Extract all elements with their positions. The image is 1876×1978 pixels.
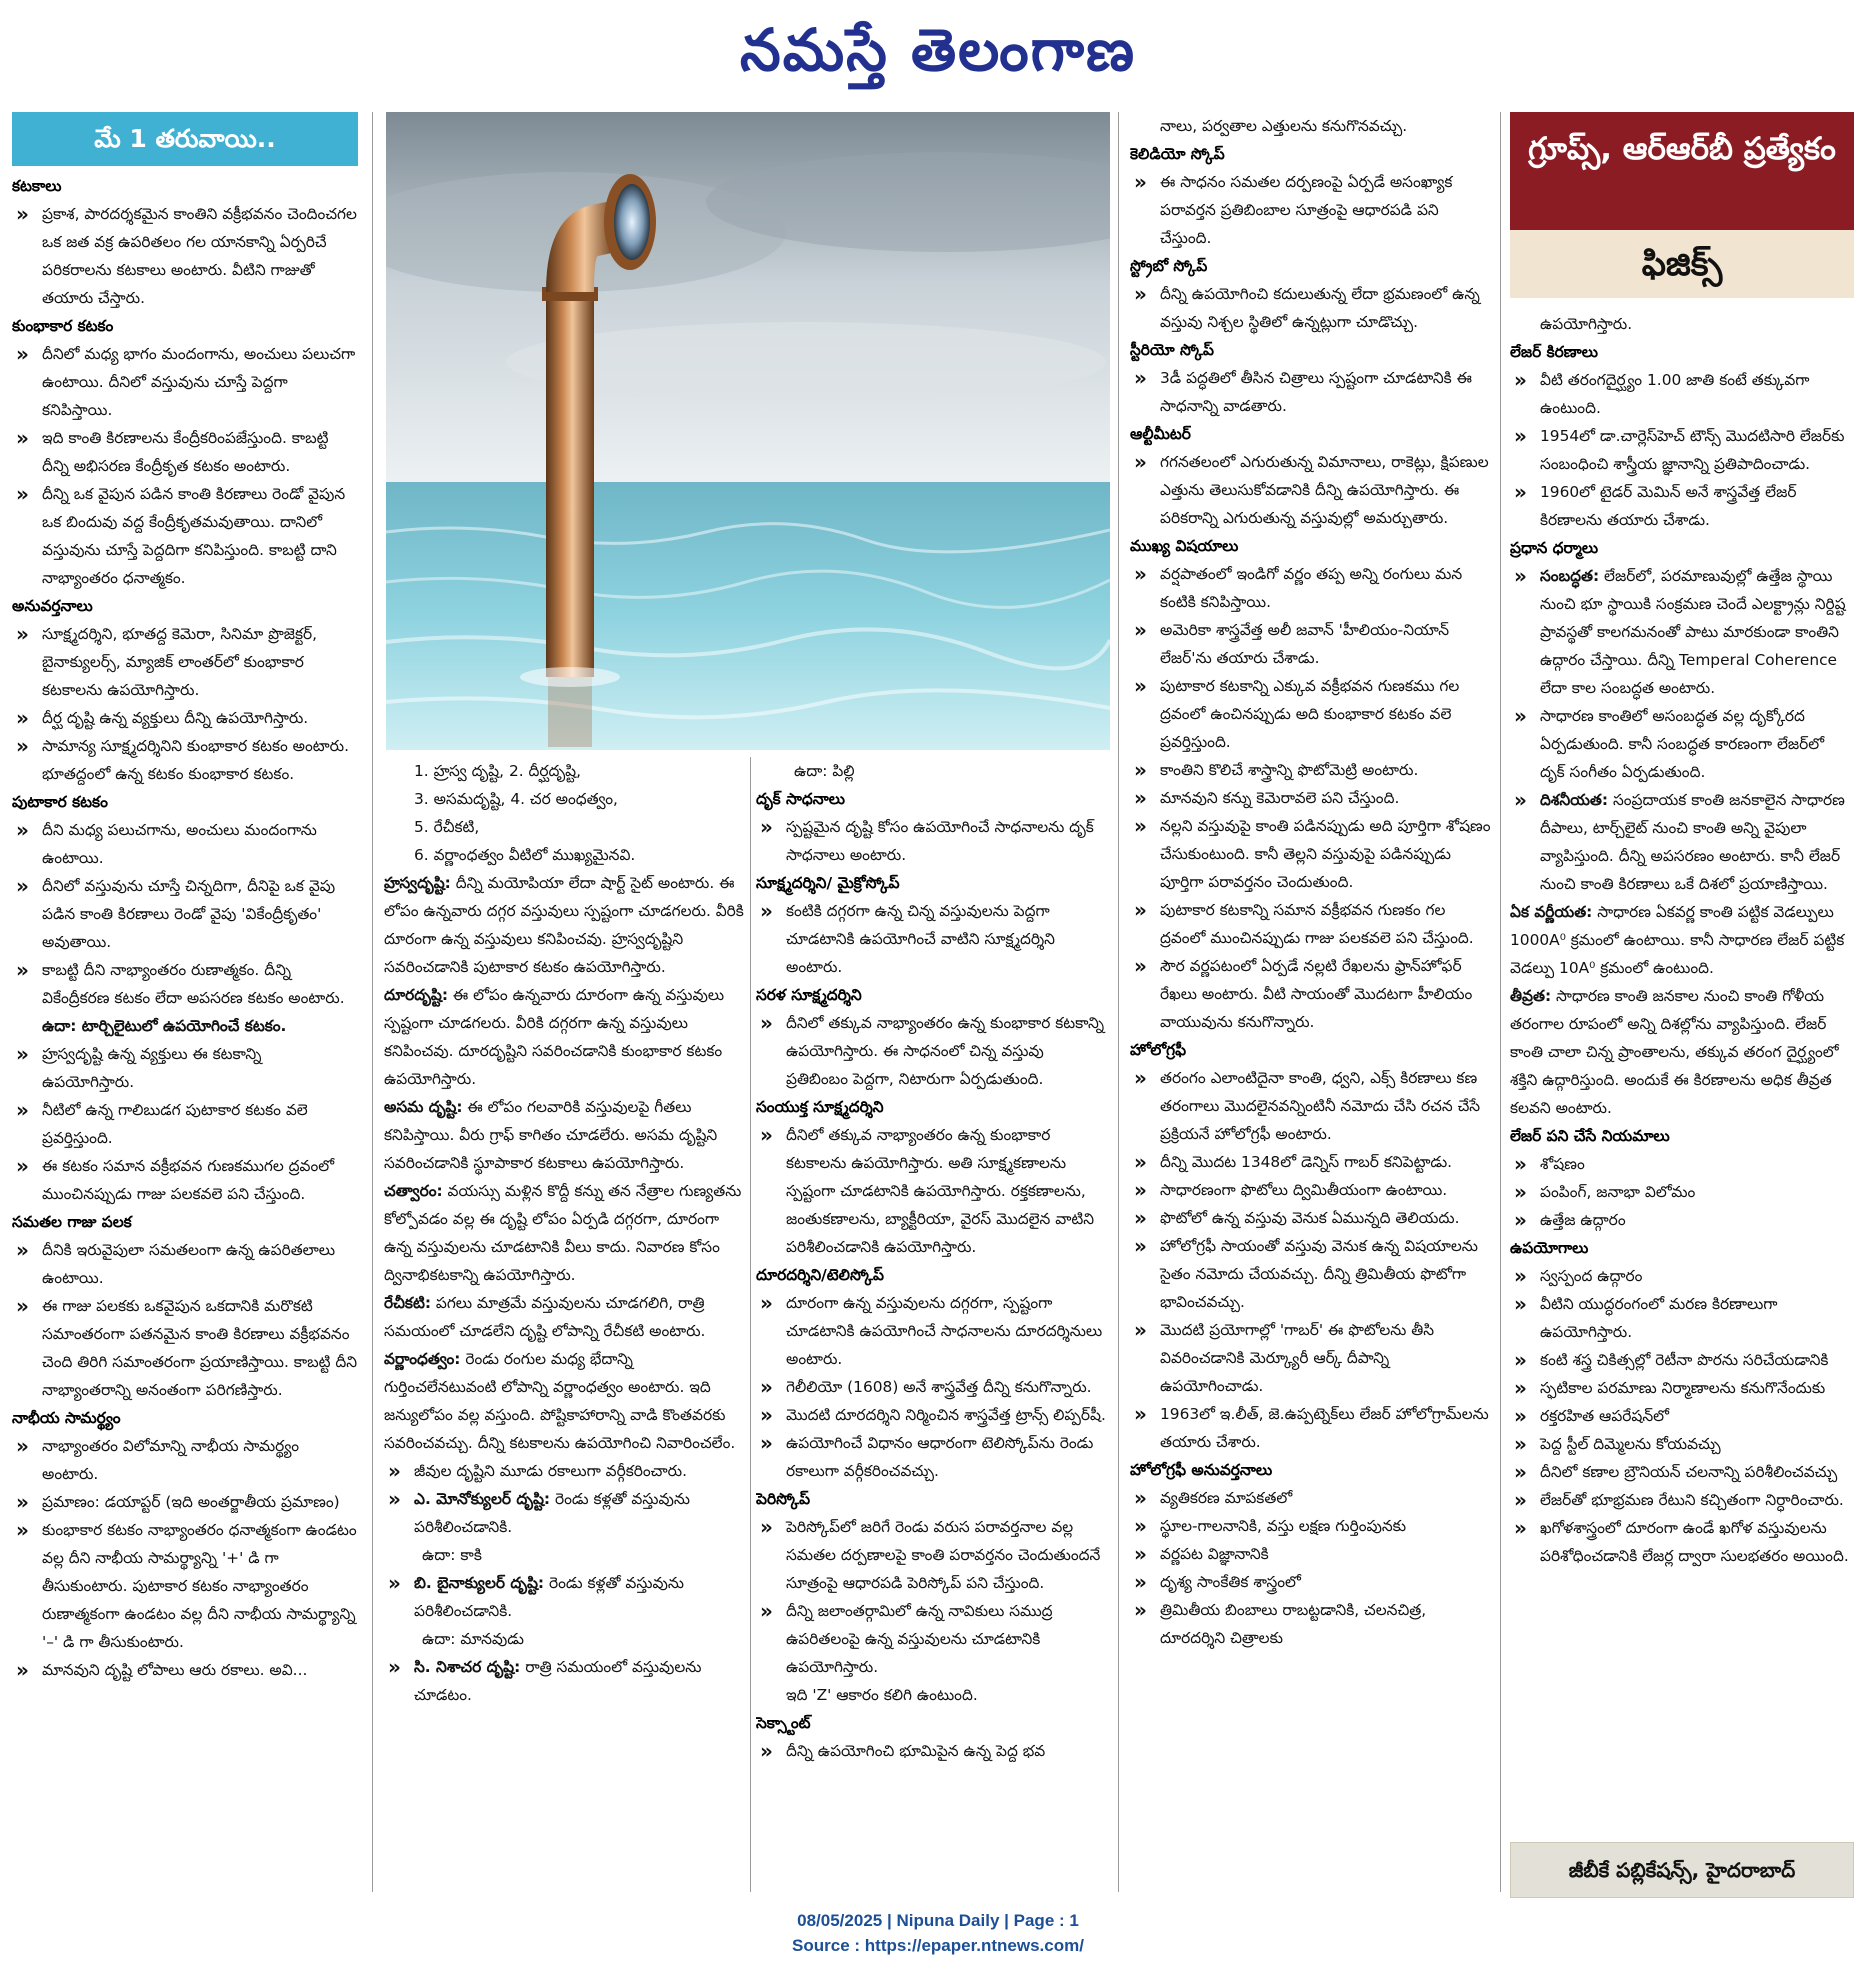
bullet-item: » దీన్ని ఉపయోగించి భూమిపైన ఉన్న పెద్ద భవ <box>756 1737 1108 1765</box>
bullet-item: » స్పష్టమైన దృష్టి కోసం ఉపయోగించే సాధనాలను దృక్ సాధనాలు అంటారు. <box>756 813 1108 869</box>
section-heading: సూక్ష్మదర్శిని/ మైక్రోస్కోప్ <box>756 874 900 892</box>
bullet-item: » కంటి శస్త్ర చికిత్సల్లో రెటీనా పొరను సరిచేయడానికి <box>1510 1346 1852 1374</box>
bullet-item: » సాధారణ కాంతిలో అసంబద్ధత వల్ల దృక్కోరద ఏర్పడుతుంది. కానీ సంబద్ధత కారణంగా లేజర్‌లో దృక్ సంగీతం ఏర్పడుతుంది. <box>1510 702 1852 786</box>
bullet-item: » త్రిమితీయ బింబాలు రాబట్టడానికి, చలనచిత్ర, దూరదర్శిని చిత్రాలకు <box>1130 1596 1492 1652</box>
term-text: రాత్రి సమయంలో వస్తువులను చూడటం. <box>414 1658 702 1704</box>
term-text: వయస్సు మళ్లిన కొద్దీ కన్ను తన నేత్రాల గుణ్యతను కోల్పోవడం వల్ల ఈ దృష్టి లోపం ఏర్పడి దగ్గరగా, దూరంగా ఉన్న వస్తువులను చూడటానికి వీలు కాదు. నివారణ కోసం ద్వినాభికటకాన్ని ఉపయోగిస్తారు. <box>384 1182 742 1284</box>
bullet-item: » దూరంగా ఉన్న వస్తువులను దగ్గరగా, స్పష్టంగా చూడటానికి ఉపయోగించే సాధనాలను దూరదర్శినులు అంటారు. <box>756 1289 1108 1373</box>
section-heading: దృక్ సాధనాలు <box>756 790 845 808</box>
bullet-item <box>1510 786 1852 898</box>
paragraph: ఉదా: పిల్లి <box>794 762 855 780</box>
paragraph: 1. హ్రస్వ దృష్టి, 2. దీర్ఘదృష్టి, <box>414 762 581 780</box>
column-divider <box>1118 112 1119 1892</box>
bullet-item <box>1510 562 1852 702</box>
term-text: ఈ లోపం ఉన్నవారు దూరంగా ఉన్న వస్తువులు స్పష్టంగా చూడగలరు. వీరికి దగ్గరగా ఉన్న వస్తువులు కనిపించవు. దూరదృష్టిని సవరించడానికి కుంభాకార కటకం ఉపయోగిస్తారు. <box>384 986 725 1088</box>
paragraph <box>384 1289 744 1345</box>
footer-date: 08/05/2025 <box>797 1911 883 1930</box>
bullet-item: » స్ఫటికాల పరమాణు నిర్మాణాలను కనుగొనేందుకు <box>1510 1374 1852 1402</box>
bullet-item: » ఖగోళశాస్త్రంలో దూరంగా ఉండే ఖగోళ వస్తువులను పరిశోధించడానికి లేజర్ల ద్వారా సులభతరం అయింది. <box>1510 1514 1852 1570</box>
paragraph: ఇది 'Z' ఆకారం కలిగి ఉంటుంది. <box>786 1686 978 1704</box>
bullet-item: » 1960లో టైడర్ మెమిన్ అనే శాస్త్రవేత్త లేజర్ కిరణాలను తయారు చేశాడు. <box>1510 478 1852 534</box>
term-label: తీవ్రత: <box>1510 987 1552 1005</box>
paragraph <box>1510 898 1852 982</box>
term-text: సాధారణ కాంతి జనకాల నుంచి కాంతి గోళీయ తరంగాల రూపంలో అన్ని దిశల్లోను వ్యాపిస్తుంది. లేజర్ కాంతి చాలా చిన్న ప్రాంతాలను, తక్కువ తరంగ దైర్ఘ్యంలో శక్తిని ఉద్గారిస్తుంది. అందుకే ఈ కిరణాలను అధిక తీవ్రత కలవని అంటారు. <box>1510 987 1839 1117</box>
bullet-item: » సాధారణంగా ఫొటోలు ద్విమితీయంగా ఉంటాయి. <box>1130 1176 1492 1204</box>
bullet-item: » కంటికి దగ్గరగా ఉన్న చిన్న వస్తువులను పెద్దగా చూడటానికి ఉపయోగించే వాటిని సూక్ష్మదర్శిని అంటారు. <box>756 897 1108 981</box>
bullet-item: » సూక్ష్మదర్శిని, భూతద్ద కెమెరా, సినిమా ప్రొజెక్టర్, బైనాక్యులర్స్, మ్యాజిక్ లాంతర్‌లో కుంభాకార కటకాలను ఉపయోగిస్తారు. <box>12 620 358 704</box>
term-text: రెండు కళ్లతో వస్తువును పరిశీలించడానికి. <box>414 1574 684 1620</box>
bullet-item: » స్వస్పంద ఉద్గారం <box>1510 1262 1852 1290</box>
bullet-item: » దీన్ని ఉపయోగించి కదులుతున్న లేదా భ్రమణంలో ఉన్న వస్తువు నిశ్చల స్థితిలో ఉన్నట్లుగా చూడొచ్చు. <box>1130 280 1492 336</box>
paragraph: 6. వర్ణాంధత్వం వీటిలో ముఖ్యమైనవి. <box>414 846 636 864</box>
paragraph: నాలు, పర్వతాల ఎత్తులను కనుగొనవచ్చు. <box>1160 117 1408 135</box>
term-text: రెండు కళ్లతో వస్తువును పరిశీలించడానికి. <box>414 1490 690 1536</box>
footer-source-label: Source : <box>792 1936 861 1955</box>
term-label: చత్వారం: <box>384 1182 443 1200</box>
bullet-item: » నాభ్యాంతరం విలోమాన్ని నాభీయ సామర్థ్యం అంటారు. <box>12 1432 358 1488</box>
bullet-item: » కుంభాకార కటకం నాభ్యాంతరం ధనాత్మకంగా ఉండటం వల్ల దీని నాభీయ సామర్థ్యాన్ని '+' డి గా తీసుకుంటారు. పుటాకార కటకం నాభ్యాంతరం రుణాత్మకంగా ఉండటం వల్ల దీని నాభీయ సామర్థ్యాన్ని '–' డి గా తీసుకుంటారు. <box>12 1516 358 1656</box>
column-divider <box>372 112 373 1892</box>
article-column-4 <box>1130 112 1492 1882</box>
bullet-item: » పెద్ద స్టీల్ దిమ్మెలను కోయవచ్చు <box>1510 1430 1852 1458</box>
term-label: బి. బైనాక్యులర్ దృష్టి: <box>414 1574 545 1592</box>
bullet-item: » ఈ కటకం సమాన వక్రీభవన గుణకముగల ద్రవంలో ముంచినప్పుడు గాజు పలకవలె పని చేస్తుంది. <box>12 1152 358 1208</box>
bullet-item: » పెరిస్కోప్‌లో జరిగే రెండు వరుస పరావర్తనాల వల్ల సమతల దర్పణాలపై కాంతి పరావర్తనం చెందుతుందనే సూత్రంపై ఆధారపడి పెరిస్కోప్ పని చేస్తుంది. <box>756 1513 1108 1597</box>
term-label: హ్రస్వదృష్టి: <box>384 874 451 892</box>
bullet-item: » పంపింగ్, జనాభా విలోమం <box>1510 1178 1852 1206</box>
section-heading: సెక్స్టాంట్ <box>756 1714 811 1732</box>
bullet-item: » 3డీ పద్ధతిలో తీసిన చిత్రాలు స్పష్టంగా చూడటానికి ఈ సాధనాన్ని వాడతారు. <box>1130 364 1492 420</box>
paragraph <box>384 981 744 1093</box>
term-text: ఈ లోపం గలవారికి వస్తువులపై గీతలు కనిపిస్తాయి. వీరు గ్రాఫ్ కాగితం చూడలేరు. అసమ దృష్టిని సవరించడానికి స్థూపాకార కటకాలు ఉపయోగిస్తారు. <box>384 1098 718 1172</box>
column-divider <box>1500 112 1501 1892</box>
bullet-item: » దీనిలో కణాల బ్రౌనియన్ చలనాన్ని పరిశీలించవచ్చు <box>1510 1458 1852 1486</box>
paragraph <box>384 1177 744 1289</box>
section-heading: నాభీయ సామర్థ్యం <box>12 1409 121 1427</box>
section-heading: అనువర్తనాలు <box>12 597 93 615</box>
paragraph <box>384 1345 744 1457</box>
bullet-item: » సామాన్య సూక్ష్మదర్శినిని కుంభాకార కటకం అంటారు. భూతద్దంలో ఉన్న కటకం కుంభాకార కటకం. <box>12 732 358 788</box>
bullet-item: » కాంతిని కొలిచే శాస్త్రాన్ని ఫొటోమెట్రి అంటారు. <box>1130 756 1492 784</box>
bullet-item: » గెలీలియో (1608) అనే శాస్త్రవేత్త దీన్ని కనుగొన్నారు. <box>756 1373 1108 1401</box>
paragraph <box>384 1093 744 1177</box>
bullet-item: » దృశ్య సాంకేతిక శాస్త్రంలో <box>1130 1568 1492 1596</box>
footer-source-link[interactable]: https://epaper.ntnews.com/ <box>864 1936 1084 1955</box>
bullet-item: » దీన్ని మొదట 1348లో డెన్నిస్ గాబర్ కనిపెట్టాడు. <box>1130 1148 1492 1176</box>
section-banner: గ్రూప్స్, ఆర్‌ఆర్‌బీ ప్రత్యేకం <box>1510 112 1854 230</box>
bullet-item: » వీటిని యుద్ధరంగంలో మరణ కిరణాలుగా ఉపయోగిస్తారు. <box>1510 1290 1852 1346</box>
section-heading: సమతల గాజు పలక <box>12 1213 132 1231</box>
bullet-item: » పుటాకార కటకాన్ని సమాన వక్రీభవన గుణకం గల ద్రవంలో ముంచినప్పుడు గాజు పలకవలె పని చేస్తుంది. <box>1130 896 1492 952</box>
paragraph: 5. రేచీకటి, <box>414 818 480 836</box>
section-heading: కుంభాకార కటకం <box>12 317 114 335</box>
term-label: ఎ. మోనోక్యులర్ దృష్టి: <box>414 1490 551 1508</box>
paragraph: 3. అసమదృష్టి, 4. చర అంధత్వం, <box>414 790 618 808</box>
term-text: లేజర్‌లో, పరమాణువుల్లో ఉత్తేజ స్థాయి నుంచి భూ స్థాయికి సంక్రమణ చెందే ఎలక్ట్రాన్లు నిర్దిష్ట ప్రావస్థతో కాలగమనంతో పాటు మారకుండా కాంతిని ఉద్గారం చేస్తాయి. దీన్ని Temperal Coherence లేదా కాల సంబద్ధత అంటారు. <box>1540 567 1846 697</box>
bullet-item: » వ్యతికరణ మాపకతలో <box>1130 1484 1492 1512</box>
article-column-2 <box>384 757 744 1882</box>
periscope-illustration <box>386 112 1110 750</box>
bullet-item: » 1963లో ఇ.లీత్, జె.ఉప్పట్నెక్‌లు లేజర్ హోలోగ్రామ్‌లను తయారు చేశారు. <box>1130 1400 1492 1456</box>
bullet-item: » కాబట్టి దీని నాభ్యాంతరం రుణాత్మకం. దీన్ని వికేంద్రీకరణ కటకం లేదా అపసరణ కటకం అంటారు. <box>12 956 358 1012</box>
bullet-item: » దీన్ని ఒక వైపున పడిన కాంతి కిరణాలు రెండో వైపున ఒక బిందువు వద్ద కేంద్రీకృతమవుతాయి. దానిలో వస్తువును చూస్తే పెద్దదిగా కనిపిస్తుంది. కాబట్టి దాని నాభ్యాంతరం ధనాత్మకం. <box>12 480 358 592</box>
bullet-item: » గగనతలంలో ఎగురుతున్న విమానాలు, రాకెట్లు, క్షిపణుల ఎత్తును తెలుసుకోవడానికి దీన్ని ఉపయోగిస్తారు. ఈ పరికరాన్ని ఎగురుతున్న వస్తువుల్లో అమర్చుతారు. <box>1130 448 1492 532</box>
term-label: అసమ దృష్టి: <box>384 1098 463 1116</box>
bullet-item: » మానవుని కన్ను కెమెరావలె పని చేస్తుంది. <box>1130 784 1492 812</box>
term-text: రెండు రంగుల మధ్య భేదాన్ని గుర్తించలేనటువంటి లోపాన్ని వర్ణాంధత్వం అంటారు. ఇది జన్యులోపం వల్ల వస్తుంది. పోష్టికాహారాన్ని వాడి కొంతవరకు సవరించవచ్చు. దీన్ని కటకాలను ఉపయోగించి నివారించలేం. <box>384 1350 736 1452</box>
term-label: దూరదృష్టి: <box>384 986 449 1004</box>
section-heading: లేజర్ పని చేసే నియమాలు <box>1510 1127 1670 1145</box>
term-label: ఏక వర్ణీయత: <box>1510 903 1593 921</box>
bullet-item: » 1954లో డా.చార్లెస్‌హెచ్ టౌన్స్ మొదటిసారి లేజర్‌కు సంబంధించి శాస్త్రీయ జ్ఞానాన్ని ప్రతిపాదించాడు. <box>1510 422 1852 478</box>
term-text: సాధారణ ఏకవర్ణ కాంతి పట్టిక వెడల్పులు 1000A⁰ క్రమంలో ఉంటాయి. కానీ సాధారణ లేజర్ పట్టిక వెడల్పు 10A⁰ క్రమంలో ఉంటుంది. <box>1510 903 1845 977</box>
article-column-3 <box>756 757 1108 1882</box>
section-heading: కటకాలు <box>12 177 62 195</box>
paragraph <box>1510 982 1852 1122</box>
bullet-item: » దీర్ఘ దృష్టి ఉన్న వ్యక్తులు దీన్ని ఉపయోగిస్తారు. <box>12 704 358 732</box>
bullet-item: » వర్ణపట విజ్ఞానానికి <box>1130 1540 1492 1568</box>
section-heading: లేజర్ కిరణాలు <box>1510 343 1598 361</box>
bullet-item: » జీవుల దృష్టిని మూడు రకాలుగా వర్గీకరించారు. <box>384 1457 744 1485</box>
section-heading: ఆల్టీమీటర్ <box>1130 425 1191 443</box>
paragraph: ఉపయోగిస్తారు. <box>1540 315 1633 333</box>
section-heading: స్టీరియో స్కోప్ <box>1130 341 1214 359</box>
bullet-item: » పుటాకార కటకాన్ని ఎక్కువ వక్రీభవన గుణకము గల ద్రవంలో ఉంచినప్పుడు అది కుంభాకార కటకం వలె ప్రవర్తిస్తుంది. <box>1130 672 1492 756</box>
periscope-water-image <box>386 112 1110 750</box>
article-column-1 <box>12 172 358 1892</box>
bullet-item: » అమెరికా శాస్త్రవేత్త అలీ జవాన్ 'హీలియం-నియాన్ లేజర్'ను తయారు చేశాడు. <box>1130 616 1492 672</box>
section-heading: ఉపయోగాలు <box>1510 1239 1589 1257</box>
term-label: సి. నిశాచర దృష్టి: <box>414 1658 521 1676</box>
bullet-item: » స్థూల-గాలనానికి, వస్తు లక్షణ గుర్తింపునకు <box>1130 1512 1492 1540</box>
article-column-5 <box>1510 310 1852 1870</box>
bullet-item: » వీటి తరంగదైర్ఘ్యం 1.00 జాతి కంటే తక్కువగా ఉంటుంది. <box>1510 366 1852 422</box>
bullet-item: » దీనిలో వస్తువును చూస్తే చిన్నదిగా, దీనిపై ఒక వైపు పడిన కాంతి కిరణాలు రెండో వైపు 'వికేంద్రీకృతం' అవుతాయి. <box>12 872 358 956</box>
subject-label: ఫిజిక్స్ <box>1510 230 1854 298</box>
bullet-item: » మానవుని దృష్టి లోపాలు ఆరు రకాలు. అవి... <box>12 1656 358 1684</box>
term-label: రేచీకటి: <box>384 1294 431 1312</box>
footer-line-2 <box>0 1933 1876 1958</box>
paragraph <box>384 869 744 981</box>
bullet-item: » రక్తరహిత ఆపరేషన్‌లో <box>1510 1402 1852 1430</box>
term-label: దిశనీయత: <box>1540 791 1609 809</box>
footer-publication: Nipuna Daily <box>896 1911 1000 1930</box>
bullet-item: » ప్రమాణం: డయాప్టర్ (ఇది అంతర్జాతీయ ప్రమాణం) <box>12 1488 358 1516</box>
bullet-item: » మొదటి దూరదర్శిని నిర్మించిన శాస్త్రవేత్త ట్రాన్స్ లిప్పర్‌షీ. <box>756 1401 1108 1429</box>
section-heading: కెలిడియో స్కోప్ <box>1130 145 1225 163</box>
section-heading: పెరిస్కోప్ <box>756 1490 811 1508</box>
term-text: సంప్రదాయక కాంతి జనకాలైన సాధారణ దీపాలు, టార్చ్‌లైట్ నుంచి కాంతి అన్ని వైపులా వ్యాపిస్తుంది. దీన్ని అపసరణం అంటారు. కానీ లేజర్ నుంచి కాంతి కిరణాలు ఒకే దిశలో ప్రయాణిస్తాయి. <box>1540 791 1845 893</box>
section-heading: ప్రధాన ధర్మాలు <box>1510 539 1599 557</box>
bullet-item: » దీనిలో తక్కువ నాభ్యాంతరం ఉన్న కుంభాకార కటకాన్ని ఉపయోగిస్తారు. ఈ సాధనంలో చిన్న వస్తువు ప్రతిబింబం పెద్దగా, నిటారుగా ఏర్పడుతుంది. <box>756 1009 1108 1093</box>
masthead-title: నమస్తే తెలంగాణ <box>740 16 1136 84</box>
bullet-item: » దీని మధ్య పలుచగాను, అంచులు మందంగాను ఉంటాయి. <box>12 816 358 872</box>
section-heading: సరళ సూక్ష్మదర్శిని <box>756 986 862 1004</box>
bullet-item: » శోషణం <box>1510 1150 1852 1178</box>
term-text: పగలు మాత్రమే వస్తువులను చూడగలిగి, రాత్రి సమయంలో చూడలేని దృష్టి లోపాన్ని రేచీకటి అంటారు. <box>384 1294 706 1340</box>
column-divider <box>750 757 751 1892</box>
bullet-item: » హ్రస్వదృష్టి ఉన్న వ్యక్తులు ఈ కటకాన్ని ఉపయోగిస్తారు. <box>12 1040 358 1096</box>
term-text: దీన్ని మయోపియా లేదా షార్ట్ సైట్ అంటారు. ఈ లోపం ఉన్నవారు దగ్గర వస్తువులు స్పష్టంగా చూడగలరు. వీరికి దూరంగా ఉన్న వస్తువులు కనిపించవు. హ్రస్వదృష్టిని సవరించడానికి పుటాకార కటకం ఉపయోగిస్తారు. <box>384 874 744 976</box>
paragraph: ఉదా: మానవుడు <box>422 1630 524 1648</box>
bullet-item: » ఫొటోలో ఉన్న వస్తువు వెనుక ఏమున్నది తెలియదు. <box>1130 1204 1492 1232</box>
bullet-item <box>384 1569 744 1625</box>
bullet-item: » నీటిలో ఉన్న గాలిబుడగ పుటాకార కటకం వలె ప్రవర్తిస్తుంది. <box>12 1096 358 1152</box>
bullet-item: » మొదటి ప్రయోగాల్లో 'గాబర్' ఈ ఫొటోలను తీసి వివరించడానికి మెర్క్యూరీ ఆర్క్ దీపాన్ని ఉపయోగించాడు. <box>1130 1316 1492 1400</box>
footer-line-1: 08/05/2025 | Nipuna Daily | Page : 1 <box>797 1911 1079 1930</box>
continuation-banner: మే 1 తరువాయి.. <box>12 112 358 166</box>
bullet-item <box>384 1485 744 1541</box>
section-heading: సంయుక్త సూక్ష్మదర్శిని <box>756 1098 884 1116</box>
bullet-item: » దీనికి ఇరువైపులా సమతలంగా ఉన్న ఉపరితలాలు ఉంటాయి. <box>12 1236 358 1292</box>
section-heading: పుటాకార కటకం <box>12 793 108 811</box>
term-label: వర్ణాంధత్వం: <box>384 1350 461 1368</box>
section-heading: హోలోగ్రఫీ అనువర్తనాలు <box>1130 1461 1273 1479</box>
bullet-item: » ఇది కాంతి కిరణాలను కేంద్రీకరింపజేస్తుంది. కాబట్టి దీన్ని అభిసరణ కేంద్రీకృత కటకం అంటారు. <box>12 424 358 480</box>
bullet-item: » వర్షపాతంలో ఇండిగో వర్ణం తప్ప అన్ని రంగులు మన కంటికి కనిపిస్తాయి. <box>1130 560 1492 616</box>
bullet-item: » ఉపయోగించే విధానం ఆధారంగా టెలిస్కోప్‌ను రెండు రకాలుగా వర్గీకరించవచ్చు. <box>756 1429 1108 1485</box>
section-heading: స్ట్రోబో స్కోప్ <box>1130 257 1208 275</box>
term-label: సంబద్ధత: <box>1540 567 1600 585</box>
section-heading: దూరదర్శిని/టెలిస్కోప్ <box>756 1266 884 1284</box>
footer-page: Page : 1 <box>1013 1911 1079 1930</box>
section-heading: హోలోగ్రఫీ <box>1130 1041 1187 1059</box>
bullet-item: » ఉత్తేజ ఉద్గారం <box>1510 1206 1852 1234</box>
bullet-item: » ప్రకాశ, పారదర్శకమైన కాంతిని వక్రీభవనం చెందించగల ఒక జత వక్ర ఉపరితలం గల యానకాన్ని ఏర్పరిచే పరికరాలను కటకాలు అంటారు. వీటిని గాజుతో తయారు చేస్తారు. <box>12 200 358 312</box>
paragraph: ఉదా: కాకి <box>422 1546 482 1564</box>
bullet-item <box>384 1653 744 1709</box>
bullet-item: » హోలోగ్రఫీ సాయంతో వస్తువు వెనుక ఉన్న విషయాలను సైతం నమోదు చేయవచ్చు. దీన్ని త్రిమితీయ ఫొటోగా భావించవచ్చు. <box>1130 1232 1492 1316</box>
page-footer <box>0 1908 1876 1958</box>
section-heading: ముఖ్య విషయాలు <box>1130 537 1239 555</box>
bullet-item: » సౌర వర్ణపటంలో ఏర్పడే నల్లటి రేఖలను ఫ్రాన్‌హోఫర్ రేఖలు అంటారు. వీటి సాయంతో మొదటగా హీలియం వాయువును కనుగొన్నారు. <box>1130 952 1492 1036</box>
bullet-item: » నల్లని వస్తువుపై కాంతి పడినప్పుడు అది పూర్తిగా శోషణం చేసుకుంటుంది. కానీ తెల్లని వస్తువుపై పడినప్పుడు పూర్తిగా పరావర్తనం చెందుతుంది. <box>1130 812 1492 896</box>
bullet-item: » దీన్ని జలాంతర్గామిలో ఉన్న నావికులు సముద్ర ఉపరితలంపై ఉన్న వస్తువులను చూడటానికి ఉపయోగిస్తారు. <box>756 1597 1108 1681</box>
bullet-item: » లేజర్‌తో భూభ్రమణ రేటుని కచ్చితంగా నిర్ధారించారు. <box>1510 1486 1852 1514</box>
bullet-item: » ఈ సాధనం సమతల దర్పణంపై ఏర్పడే అసంఖ్యాక పరావర్తన ప్రతిబింబాల సూత్రంపై ఆధారపడి పని చేస్తుంది. <box>1130 168 1492 252</box>
bullet-item: » ఈ గాజు పలకకు ఒకవైపున ఒకదానికి మరొకటి సమాంతరంగా పతనమైన కాంతి కిరణాలు వక్రీభవనం చెంది తిరిగి సమాంతరంగా ప్రయాణిస్తాయి. కాబట్టి దీని నాభ్యాంతరాన్ని అనంతంగా పరిగణిస్తారు. <box>12 1292 358 1404</box>
bullet-item: » దీనిలో తక్కువ నాభ్యాంతరం ఉన్న కుంభాకార కటకాలను ఉపయోగిస్తారు. అతి సూక్ష్మకణాలను స్పష్టంగా చూడటానికి ఉపయోగిస్తారు. రక్తకణాలను, జంతుకణాలను, బ్యాక్టీరియా, వైరస్ మొదలైన వాటిని పరిశీలించడానికి ఉపయోగిస్తారు. <box>756 1121 1108 1261</box>
bullet-item: » దీనిలో మధ్య భాగం మందంగాను, అంచులు పలుచగా ఉంటాయి. దీనిలో వస్తువును చూస్తే పెద్దగా కనిపిస్తాయి. <box>12 340 358 424</box>
bullet-item: » తరంగం ఎలాంటిదైనా కాంతి, ధ్వని, ఎక్స్ కిరణాలు కణ తరంగాలు మొదలైనవన్నింటినీ నమోదు చేసి రచన చేసే ప్రక్రియనే హోలోగ్రఫీ అంటారు. <box>1130 1064 1492 1148</box>
publisher-credit: జీబీకే పబ్లికేషన్స్, హైదరాబాద్ <box>1510 1842 1854 1898</box>
paragraph: ఉదా: టార్చిలైటులో ఉపయోగించే కటకం. <box>42 1017 287 1035</box>
